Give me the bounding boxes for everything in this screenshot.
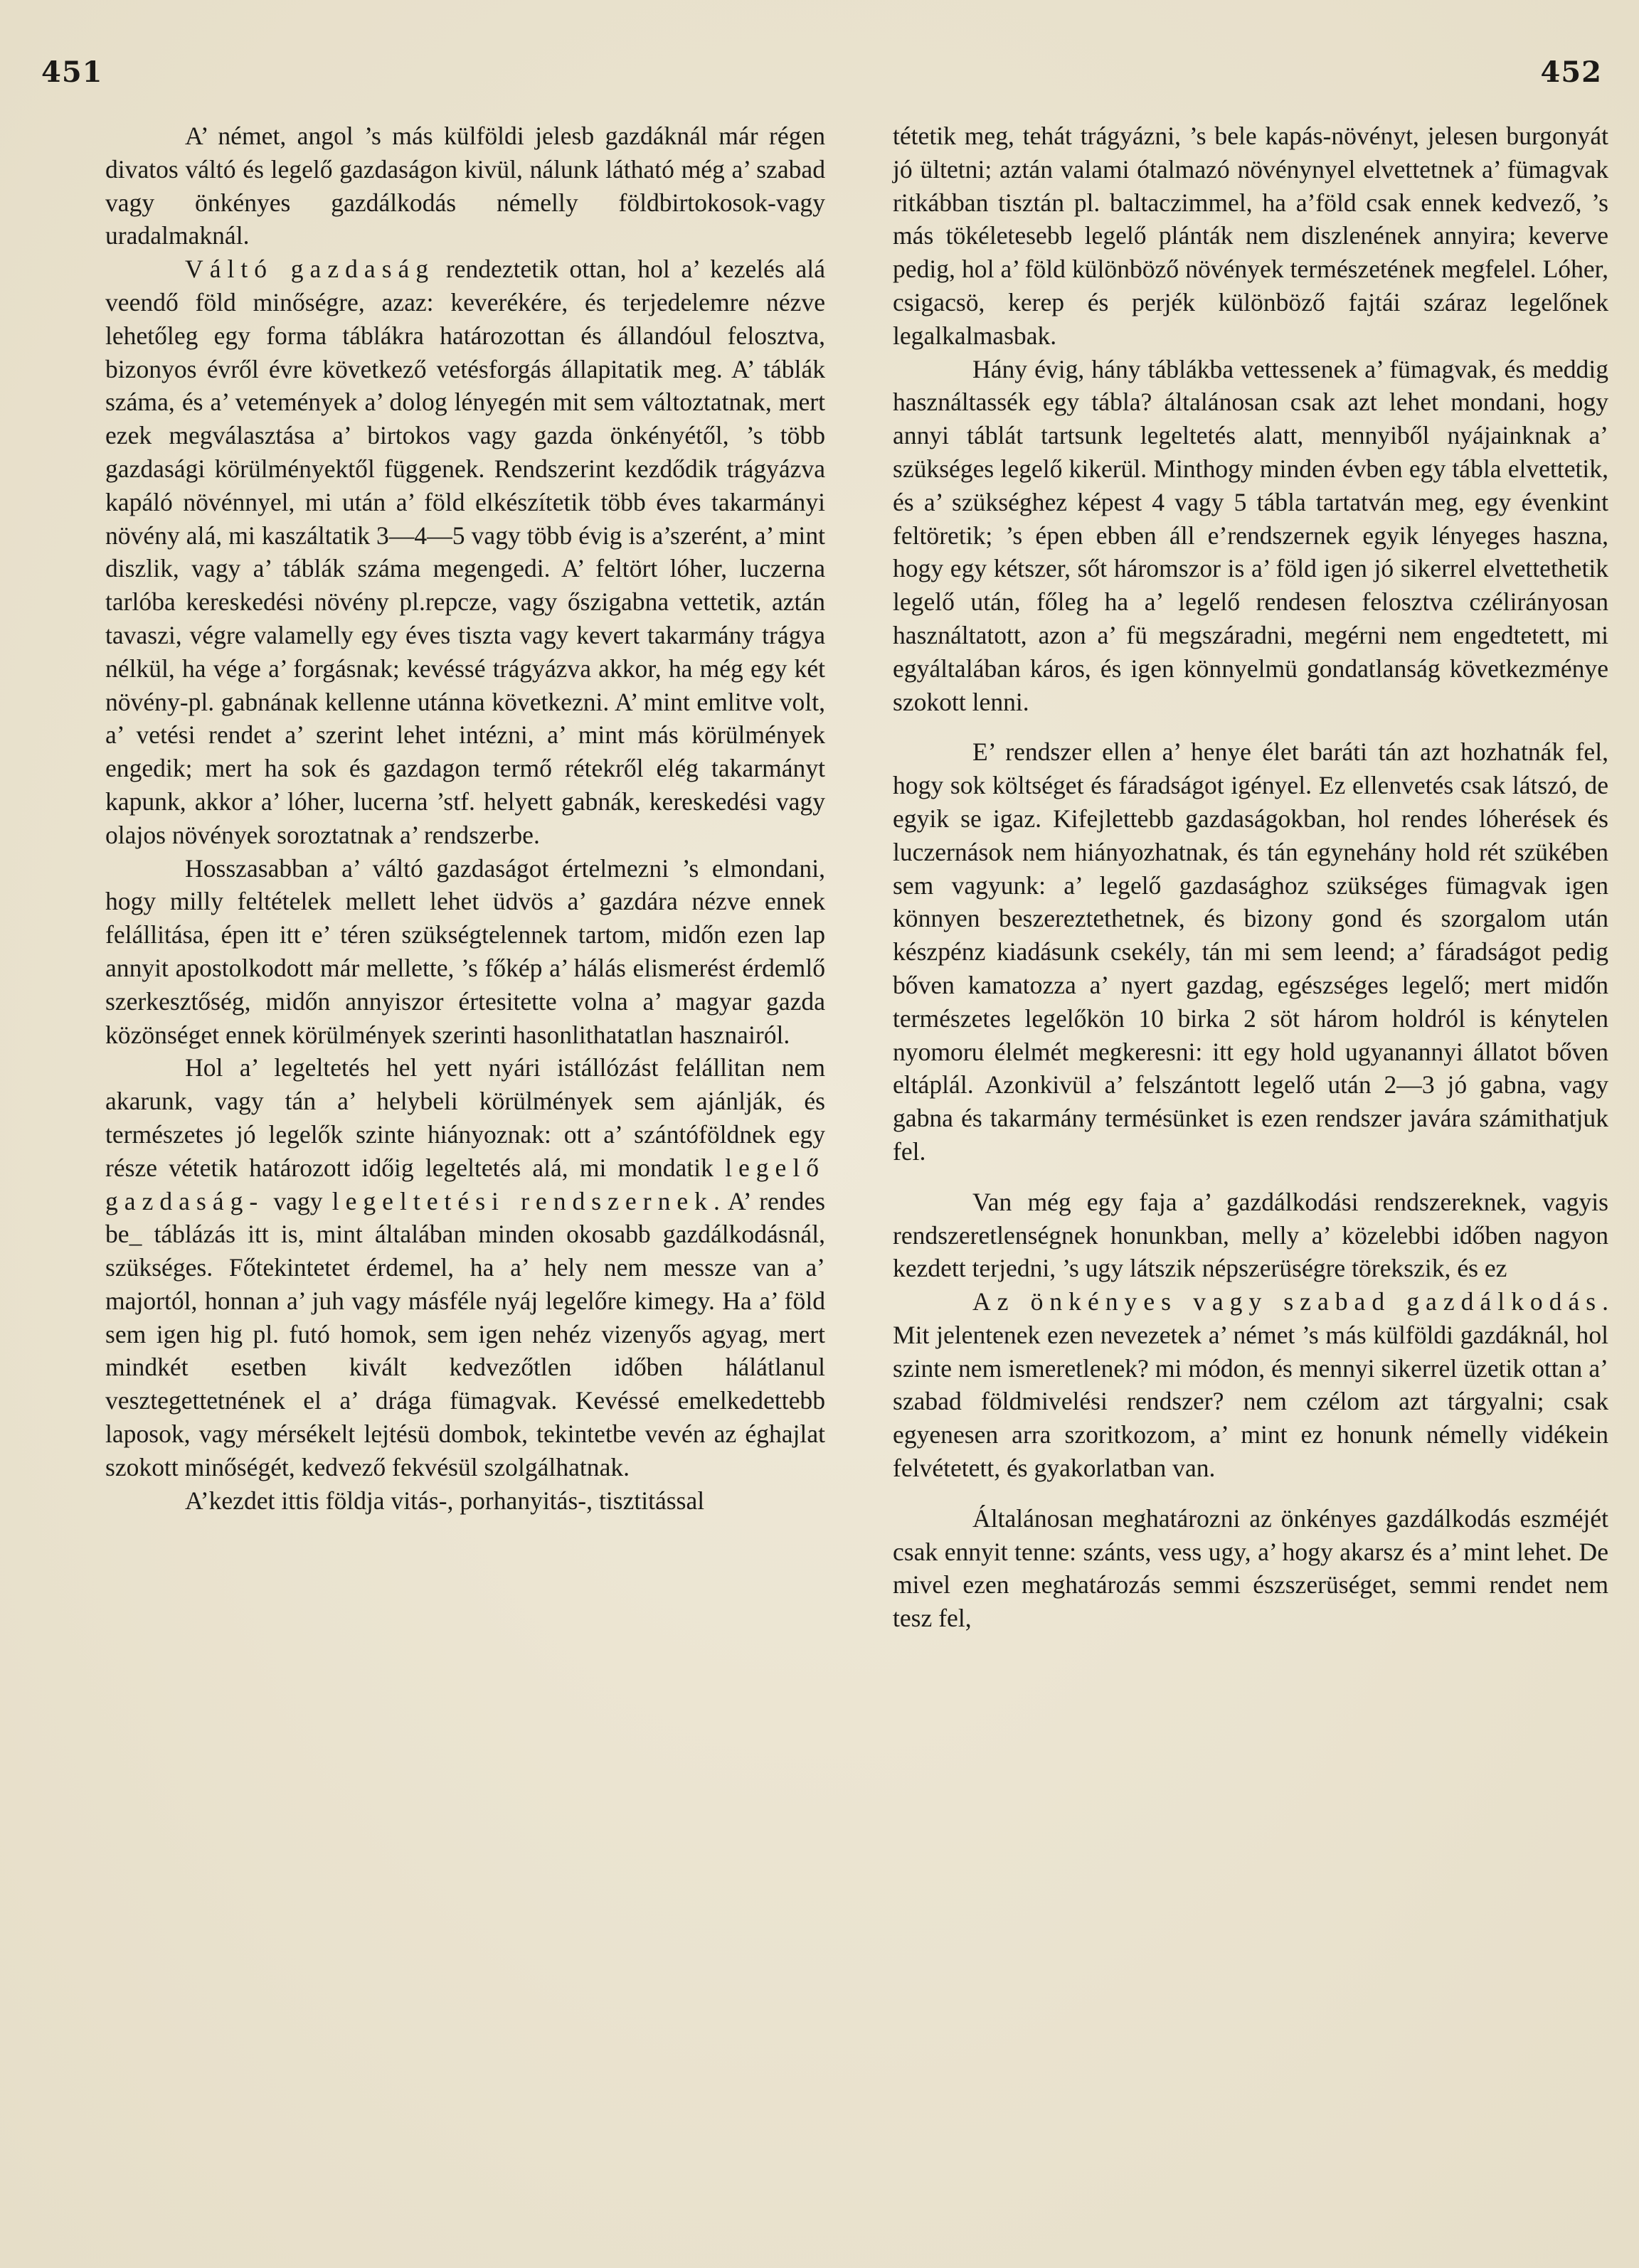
paragraph-text: Hol a’ legeltetés hel yett nyári istállózást felállitan nem akarunk, vagy tán a’ helybeli körülmények sem ajánlják, és természetes jó legelők szinte hiányoznak: ott a’ szántóföldnek egy része vétetik határozott időig legeltetés alá, mi mondatik xyxy=(105,1053,825,1182)
paragraph-text: vagy xyxy=(264,1186,332,1215)
spaced-term: legeltetési rendszernek xyxy=(331,1186,714,1215)
paragraph: Van még egy faja a’ gazdálkodási rendszereknek, vagyis rendszeretlenségnek honunkban, melly a’ közelebbi időben nagyon kezdett terjedni, ’s ugy látszik népszerüségre törekszik, és ez xyxy=(893,1187,1608,1283)
paragraph xyxy=(105,1051,825,1484)
paragraph xyxy=(893,1285,1608,1485)
spaced-term: legelő gazdaság- xyxy=(105,1153,825,1215)
page-number-left: 451 xyxy=(41,55,103,89)
left-text-column xyxy=(105,119,825,1517)
paragraph-text: rendeztetik ottan, hol a’ kezelés alá veendő föld minőségre, azaz: keverékére, és terjedelemre nézve lehetőleg egy forma táblákra határozottan és állandóul felosztva, bizonyos évről évre következő vetésforgás állapitatik meg. A’ táblák száma, és a’ vetemények a’ dolog lényegén mit sem változtatnak, mert ezek megválasztása a’ birtokos vagy gazda önkényétől, ’s több gazdasági körülményektől függenek. Rendszerint kezdődik trágyázva kapáló növénnyel, mi után a’ föld elkészítetik több éves takarmányi növény alá, mi kaszáltatik 3—4—5 vagy több évig is a’szerént, a’ mint diszlik, vagy a’ táblák száma megengedi. A’ feltört lóher, luczerna tarlóba kereskedési növény pl.repcze, vagy őszigabna vettetik, aztán tavaszi, végre valamelly egy éves tiszta vagy kevert takarmány trágya nélkül, ha vége a’ forgásnak; kevéssé trágyázva akkor, ha még egy két növény-pl. gabnának kellenne utánna következni. A’ mint emlitve volt, a’ vetési rendet a’ szerint lehet intézni, a’ mint más körülmények engedik; mert ha sok és gazdagon termő rétekről elég takarmányt kapunk, akkor a’ lóher, lucerna ’stf. helyett gabnák, kereskedési vagy olajos növények soroztatnak a’ rendszerbe. xyxy=(105,255,825,849)
paragraph: Hosszasabban a’ váltó gazdaságot értelmezni ’s elmondani, hogy milly feltételek mellett lehet üdvös a’ gazdára nézve ennek felállitása, épen itt e’ téren szükségtelennek tartom, midőn ezen lap annyit apostolkodott már mellette, ’s főkép a’ hálás elismerést érdemlő szerkesztőség, midőn annyiszor értesitette volna a’ magyar gazda közönséget ennek körülmények szerinti hasonlithatatlan hasznairól. xyxy=(105,853,825,1049)
paragraph: tétetik meg, tehát trágyázni, ’s bele kapás-növényt, jelesen burgonyát jó ültetni; aztán valami ótalmazó növénynyel elvettetnek a’ fümagvak ritkábban tisztán pl. baltaczimmel, ha a’föld csak ennek kedvező, ’s más tökéletesebb legelő plánták nem diszlenének annyira; keverve pedig, hol a’ föld különböző növények természetének megfelel. Lóher, csigacsö, kerep és perjék különböző fajtái száraz legelőnek legalkalmasbak. xyxy=(893,122,1608,350)
paragraph-text: . A’ rendes be_ táblázás itt is, mint általában minden okosabb gazdálkodásnál, szükséges. Főtekintetet érdemel, ha a’ hely nem messze van a’ majortól, honnan a’ juh vagy másféle nyáj legelőre kimegy. Ha a’ föld sem igen hig pl. futó homok, sem igen nehéz vizenyős agyag, mert mindkét esetben kivált kedvezőtlen időben hálátlanul vesztegettetnének el a’ drága fümagvak. Kevéssé emelkedettebb laposok, vagy mérsékelt lejtésü dombok, tekintetbe vevén az éghajlat szokott minőségét, kedvező fekvésül szolgálhatnak. xyxy=(105,1186,826,1481)
paragraph-text: . Mit jelentenek ezen nevezetek a’ német ’s más külföldi gazdáknál, hol szinte nem ismeretlenek? mi módon, és mennyi sikerrel üzetik ottan a’ szabad földmivelési rendszer? nem czélom azt tárgyalni; csak egyenesen arra szoritkozom, a’ mint ez honunk némelly vidékein felvétetett, és gyakorlatban van. xyxy=(893,1287,1608,1483)
spaced-term: Az önkényes vagy szabad gazdálkodás xyxy=(972,1287,1603,1316)
right-text-column xyxy=(893,119,1608,1635)
paragraph: E’ rendszer ellen a’ henye élet baráti tán azt hozhatnák fel, hogy sok költséget és fáradságot igényel. Ez ellenvetés csak látszó, de egyik se igaz. Kifejlettebb gazdaságokban, hol rendes lóherések és luczernások nem hiányozhatnak, és tán egynehány hold rét szükében sem vagyunk: a’ legelő gazdasághoz szükséges fümagvak igen könnyen beszereztethetnek, és bizony gond és szorgalom után készpénz kiadásunk csekély, tán mi sem leend; a’ fáradságot pedig bőven kamatozza a’ nyert gazdag, egészséges legelő; mert midőn természetes legelőkön 10 birka 2 söt három holdról is kénytelen nyomoru élelmét megkeresni: itt egy hold ugyanannyi állatot bőven eltáplál. Azonkivül a’ felszántott legelő után 2—3 jó gabna, vagy gabna és takarmány termésünket is ezen rendszer javára számithatjuk fel. xyxy=(893,738,1608,1166)
paragraph xyxy=(105,252,825,851)
page-number-right: 452 xyxy=(1540,55,1602,89)
paragraph: A’ német, angol ’s más külföldi jelesb gazdáknál már régen divatos váltó és legelő gazdaságon kivül, nálunk látható még a’ szabad vagy önkényes gazdálkodás némelly földbirtokosok-vagy uradalmaknál. xyxy=(105,122,825,250)
paragraph: A’kezdet ittis földja vitás-, porhanyitás-, tisztitással xyxy=(185,1486,705,1515)
spaced-term: Váltó gazdaság xyxy=(185,255,435,284)
paragraph: Általánosan meghatározni az önkényes gazdálkodás eszméjét csak ennyit tenne: szánts, vess ugy, a’ hogy akarsz és a’ mint lehet. De mivel ezen meghatározás semmi észszerüséget, semmi rendet nem tesz fel, xyxy=(893,1503,1608,1633)
paragraph: Hány évig, hány táblákba vettessenek a’ fümagvak, és meddig használtassék egy tábla? általánosan csak azt lehet mondani, hogy annyi táblát tartsunk legeltetés alatt, mennyiből nyájainknak a’ szükséges legelő kikerül. Minthogy minden évben egy tábla elvettetik, és a’ szükséghez képest 4 vagy 5 tábla tartatván meg, egy évenkint feltöretik; ’s épen ebben áll e’rendszernek egyik lényeges haszna, hogy egy kétszer, sőt háromszor is a’ föld igen jó sikerrel elvettethetik legelő után, főleg ha a’ legelő rendesen felosztva czélirányosan használtatott, azon a’ fü megszáradni, megérni nem engedtetett, mi egyáltalában káros, és igen könnyelmü gondatlanság következménye szokott lenni. xyxy=(893,354,1608,716)
